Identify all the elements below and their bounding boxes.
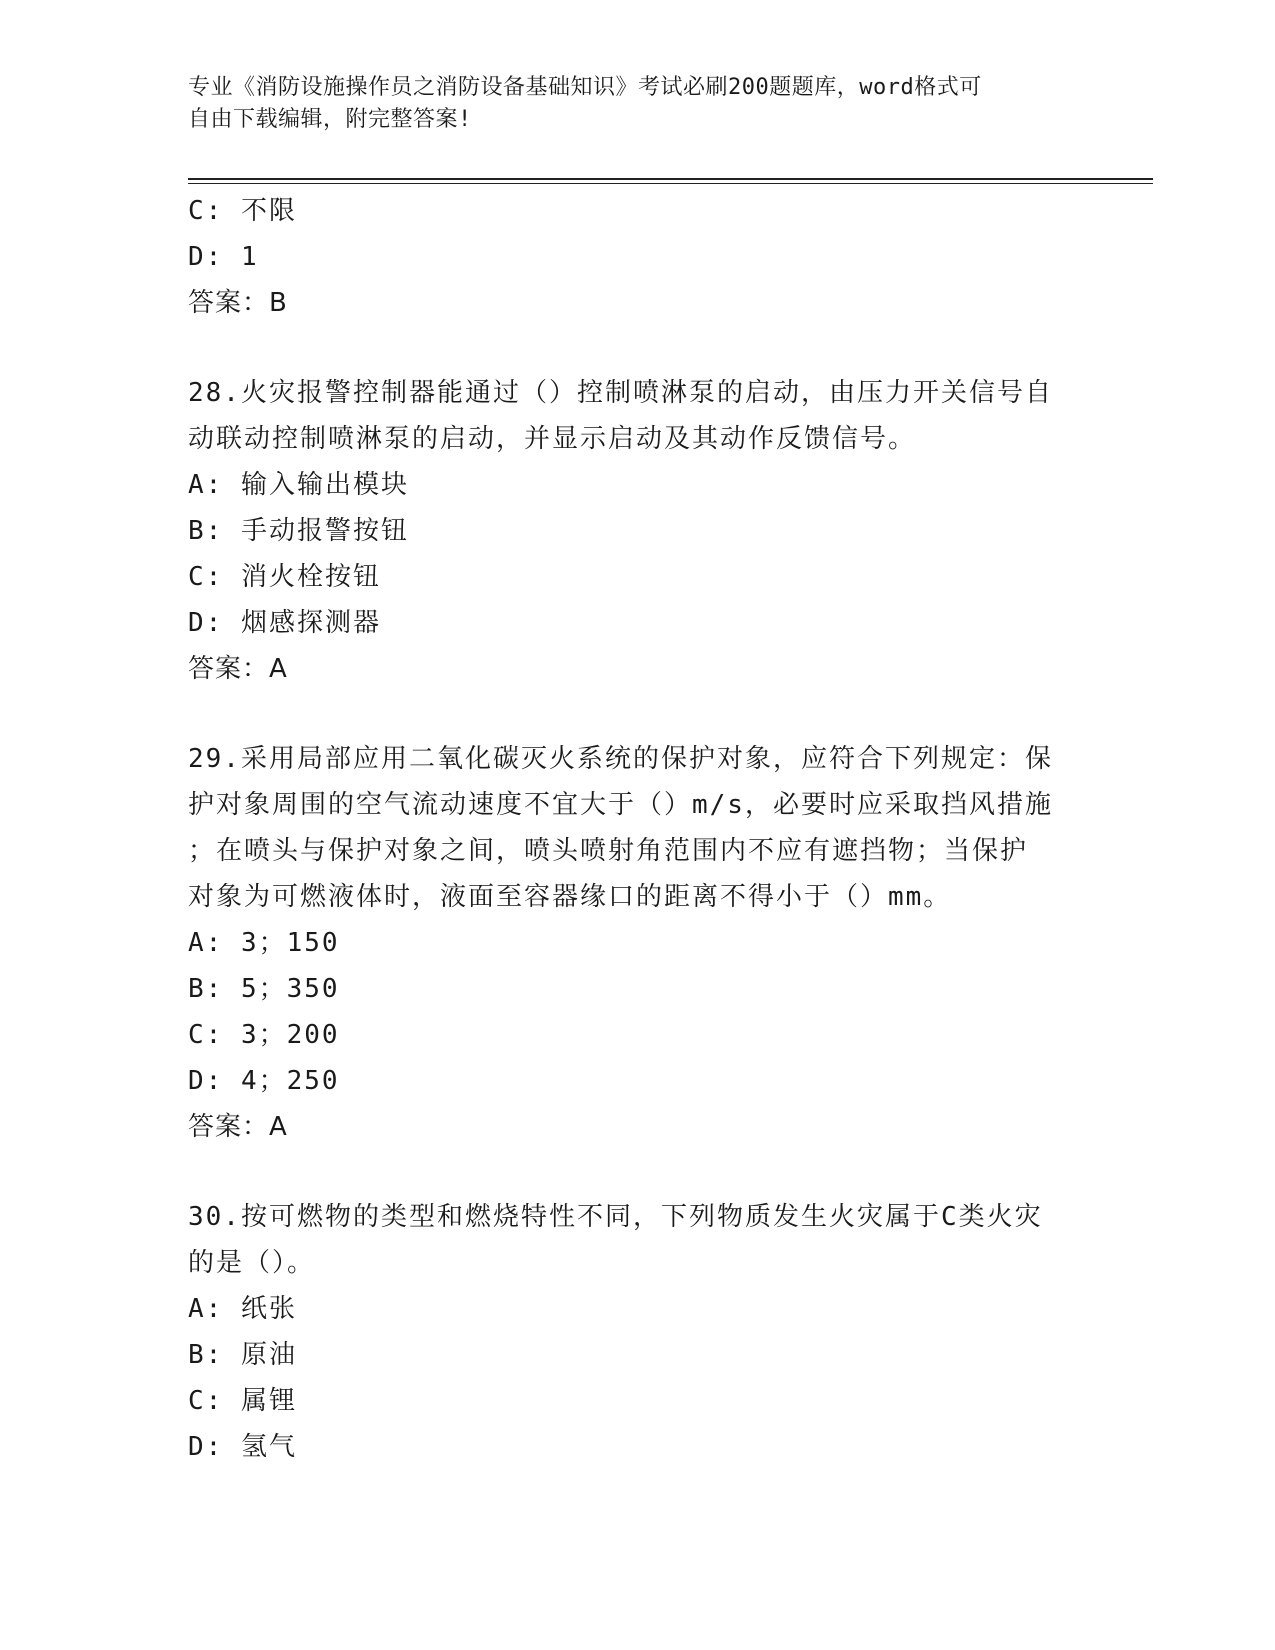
question-30 bbox=[188, 1194, 1088, 1470]
option-d: D: 1 bbox=[188, 242, 259, 272]
question-list bbox=[188, 188, 1088, 1470]
option-d: D: 4；250 bbox=[188, 1066, 340, 1096]
option-d: D: 烟感探测器 bbox=[188, 608, 381, 638]
spacer bbox=[188, 1150, 1088, 1194]
option-b: B: 原油 bbox=[188, 1340, 297, 1370]
header-title-line-1: 专业《消防设施操作员之消防设备基础知识》考试必刷200题题库，word格式可 bbox=[188, 75, 982, 100]
header-title-line-2: 自由下载编辑，附完整答案! bbox=[188, 107, 472, 132]
question-text: 对象为可燃液体时，液面至容器缘口的距离不得小于（）mm。 bbox=[188, 882, 952, 912]
option-d: D: 氢气 bbox=[188, 1432, 297, 1462]
option-a: A: 输入输出模块 bbox=[188, 470, 409, 500]
question-29 bbox=[188, 736, 1088, 1150]
option-c: C: 消火栓按钮 bbox=[188, 562, 381, 592]
answer: 答案：B bbox=[188, 288, 288, 318]
header-divider-thick bbox=[188, 178, 1153, 180]
option-c: C: 3；200 bbox=[188, 1020, 340, 1050]
spacer bbox=[188, 326, 1088, 370]
question-text: 的是（）。 bbox=[188, 1248, 316, 1278]
question-text: 动联动控制喷淋泵的启动，并显示启动及其动作反馈信号。 bbox=[188, 424, 917, 454]
option-a: A: 纸张 bbox=[188, 1294, 297, 1324]
question-text: 护对象周围的空气流动速度不宜大于（）m/s，必要时应采取挡风措施 bbox=[188, 790, 1053, 820]
question-text: 30.按可燃物的类型和燃烧特性不同，下列物质发生火灾属于C类火灾 bbox=[188, 1202, 1043, 1232]
option-a: A: 3；150 bbox=[188, 928, 340, 958]
question-text: 29.采用局部应用二氧化碳灭火系统的保护对象，应符合下列规定：保 bbox=[188, 744, 1053, 774]
option-c: C: 属锂 bbox=[188, 1386, 297, 1416]
question-text: 28.火灾报警控制器能通过（）控制喷淋泵的启动，由压力开关信号自 bbox=[188, 378, 1053, 408]
option-c: C: 不限 bbox=[188, 196, 297, 226]
header-divider-thin bbox=[188, 183, 1153, 184]
answer: 答案：A bbox=[188, 1112, 288, 1142]
answer: 答案：A bbox=[188, 654, 288, 684]
option-b: B: 手动报警按钮 bbox=[188, 516, 409, 546]
question-27-tail bbox=[188, 188, 1088, 326]
question-28 bbox=[188, 370, 1088, 692]
spacer bbox=[188, 692, 1088, 736]
document-header bbox=[188, 72, 1068, 136]
question-text: ；在喷头与保护对象之间，喷头喷射角范围内不应有遮挡物；当保护 bbox=[188, 836, 1029, 866]
option-b: B: 5；350 bbox=[188, 974, 340, 1004]
